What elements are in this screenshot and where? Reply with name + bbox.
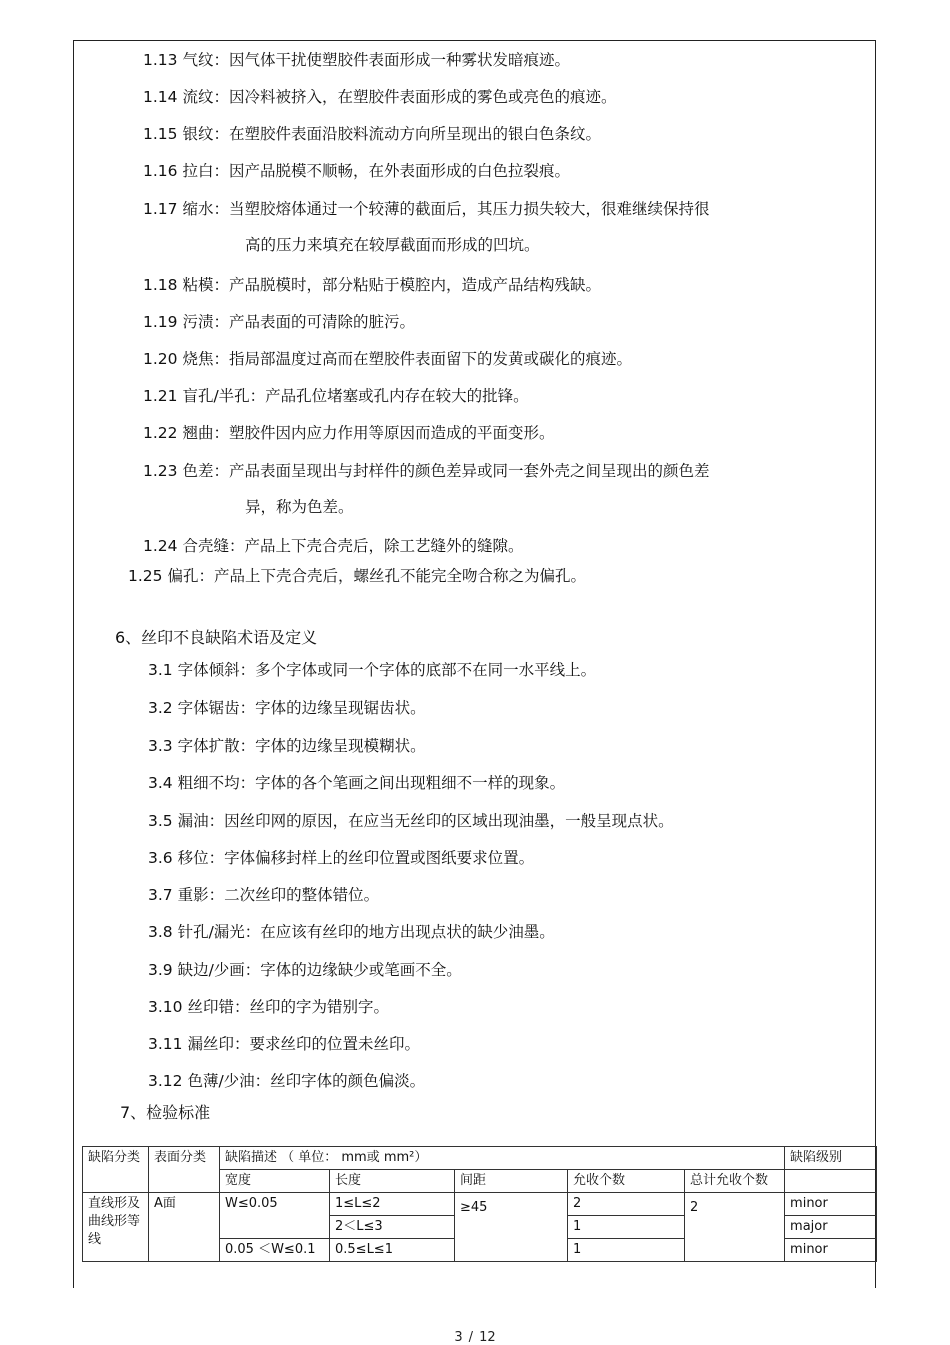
- header-level-blank: [785, 1170, 877, 1193]
- header-defect-class: 缺陷分类: [83, 1147, 149, 1193]
- cell-total-allowed: 2: [685, 1193, 785, 1262]
- silkscreen-defect-3-10: 3.10 丝印错：丝印的字为错别字。: [148, 998, 389, 1016]
- cell-spacing: ≥45: [455, 1193, 568, 1262]
- silkscreen-defect-3-4: 3.4 粗细不均：字体的各个笔画之间出现粗细不一样的现象。: [148, 774, 566, 792]
- cell-defect-class: 直线形及曲线形等线: [83, 1193, 149, 1262]
- silkscreen-defect-3-12: 3.12 色薄/少油：丝印字体的颜色偏淡。: [148, 1072, 426, 1090]
- header-width: 宽度: [220, 1170, 330, 1193]
- defect-1-13: 1.13 气纹：因气体干扰使塑胶件表面形成一种雾状发暗痕迹。: [143, 51, 570, 69]
- silkscreen-defect-3-7: 3.7 重影：二次丝印的整体错位。: [148, 886, 380, 904]
- cell-allowed-1: 2: [568, 1193, 685, 1216]
- defect-1-23-cont: 异，称为色差。: [245, 498, 354, 516]
- inspection-standard-table: [82, 1146, 877, 1262]
- cell-length-1: 1≤L≤2: [330, 1193, 455, 1216]
- cell-allowed-2: 1: [568, 1216, 685, 1239]
- page-separator: /: [468, 1330, 474, 1345]
- cell-level-1: minor: [785, 1193, 877, 1216]
- defect-1-17: 1.17 缩水：当塑胶熔体通过一个较薄的截面后，其压力损失较大，很难继续保持很: [143, 200, 710, 218]
- silkscreen-defect-3-2: 3.2 字体锯齿：字体的边缘呈现锯齿状。: [148, 699, 426, 717]
- header-allowed: 允收个数: [568, 1170, 685, 1193]
- defect-1-19: 1.19 污渍：产品表面的可清除的脏污。: [143, 313, 415, 331]
- defect-1-20: 1.20 烧焦：指局部温度过高而在塑胶件表面留下的发黄或碳化的痕迹。: [143, 350, 632, 368]
- defect-1-14: 1.14 流纹：因冷料被挤入，在塑胶件表面形成的雾色或亮色的痕迹。: [143, 88, 617, 106]
- silkscreen-defect-3-5: 3.5 漏油：因丝印网的原因，在应当无丝印的区域出现油墨，一般呈现点状。: [148, 812, 674, 830]
- cell-width-3: 0.05 ＜W≤0.1: [220, 1239, 330, 1262]
- cell-level-3: minor: [785, 1239, 877, 1262]
- defect-1-16: 1.16 拉白：因产品脱模不顺畅，在外表面形成的白色拉裂痕。: [143, 162, 570, 180]
- defect-1-23: 1.23 色差：产品表面呈现出与封样件的颜色差异或同一套外壳之间呈现出的颜色差: [143, 462, 710, 480]
- defect-1-18: 1.18 粘模：产品脱模时，部分粘贴于模腔内，造成产品结构残缺。: [143, 276, 601, 294]
- silkscreen-defect-3-11: 3.11 漏丝印：要求丝印的位置未丝印。: [148, 1035, 420, 1053]
- cell-length-3: 0.5≤L≤1: [330, 1239, 455, 1262]
- header-defect-level: 缺陷级别: [785, 1147, 877, 1170]
- defect-1-21: 1.21 盲孔/半孔：产品孔位堵塞或孔内存在较大的批锋。: [143, 387, 529, 405]
- defect-1-17-cont: 高的压力来填充在较厚截面而形成的凹坑。: [245, 236, 540, 254]
- header-surface-class: 表面分类: [149, 1147, 220, 1193]
- cell-width-1: W≤0.05: [220, 1193, 330, 1239]
- defect-1-25: 1.25 偏孔：产品上下壳合壳后，螺丝孔不能完全吻合称之为偏孔。: [128, 567, 586, 585]
- page-total: 12: [479, 1330, 496, 1345]
- silkscreen-defect-3-9: 3.9 缺边/少画：字体的边缘缺少或笔画不全。: [148, 961, 462, 979]
- header-total-allowed: 总计允收个数: [685, 1170, 785, 1193]
- silkscreen-defect-3-8: 3.8 针孔/漏光：在应该有丝印的地方出现点状的缺少油墨。: [148, 923, 555, 941]
- header-length: 长度: [330, 1170, 455, 1193]
- cell-length-2: 2＜L≤3: [330, 1216, 455, 1239]
- silkscreen-defect-3-3: 3.3 字体扩散：字体的边缘呈现模糊状。: [148, 737, 426, 755]
- silkscreen-defect-3-1: 3.1 字体倾斜：多个字体或同一个字体的底部不在同一水平线上。: [148, 661, 597, 679]
- page-current: 3: [454, 1330, 463, 1345]
- header-spacing: 间距: [455, 1170, 568, 1193]
- defect-1-15: 1.15 银纹：在塑胶件表面沿胶料流动方向所呈现出的银白色条纹。: [143, 125, 601, 143]
- silkscreen-defect-3-6: 3.6 移位：字体偏移封样上的丝印位置或图纸要求位置。: [148, 849, 535, 867]
- header-description: 缺陷描述 （ 单位： mm或 mm²）: [220, 1147, 785, 1170]
- cell-allowed-3: 1: [568, 1239, 685, 1262]
- section-7-heading: 7、检验标准: [120, 1103, 211, 1122]
- page-number: [0, 1330, 950, 1345]
- defect-1-24: 1.24 合壳缝：产品上下壳合壳后，除工艺缝外的缝隙。: [143, 537, 524, 555]
- cell-surface: A面: [149, 1193, 220, 1262]
- cell-level-2: major: [785, 1216, 877, 1239]
- defect-1-22: 1.22 翘曲：塑胶件因内应力作用等原因而造成的平面变形。: [143, 424, 555, 442]
- section-6-heading: 6、丝印不良缺陷术语及定义: [115, 628, 318, 647]
